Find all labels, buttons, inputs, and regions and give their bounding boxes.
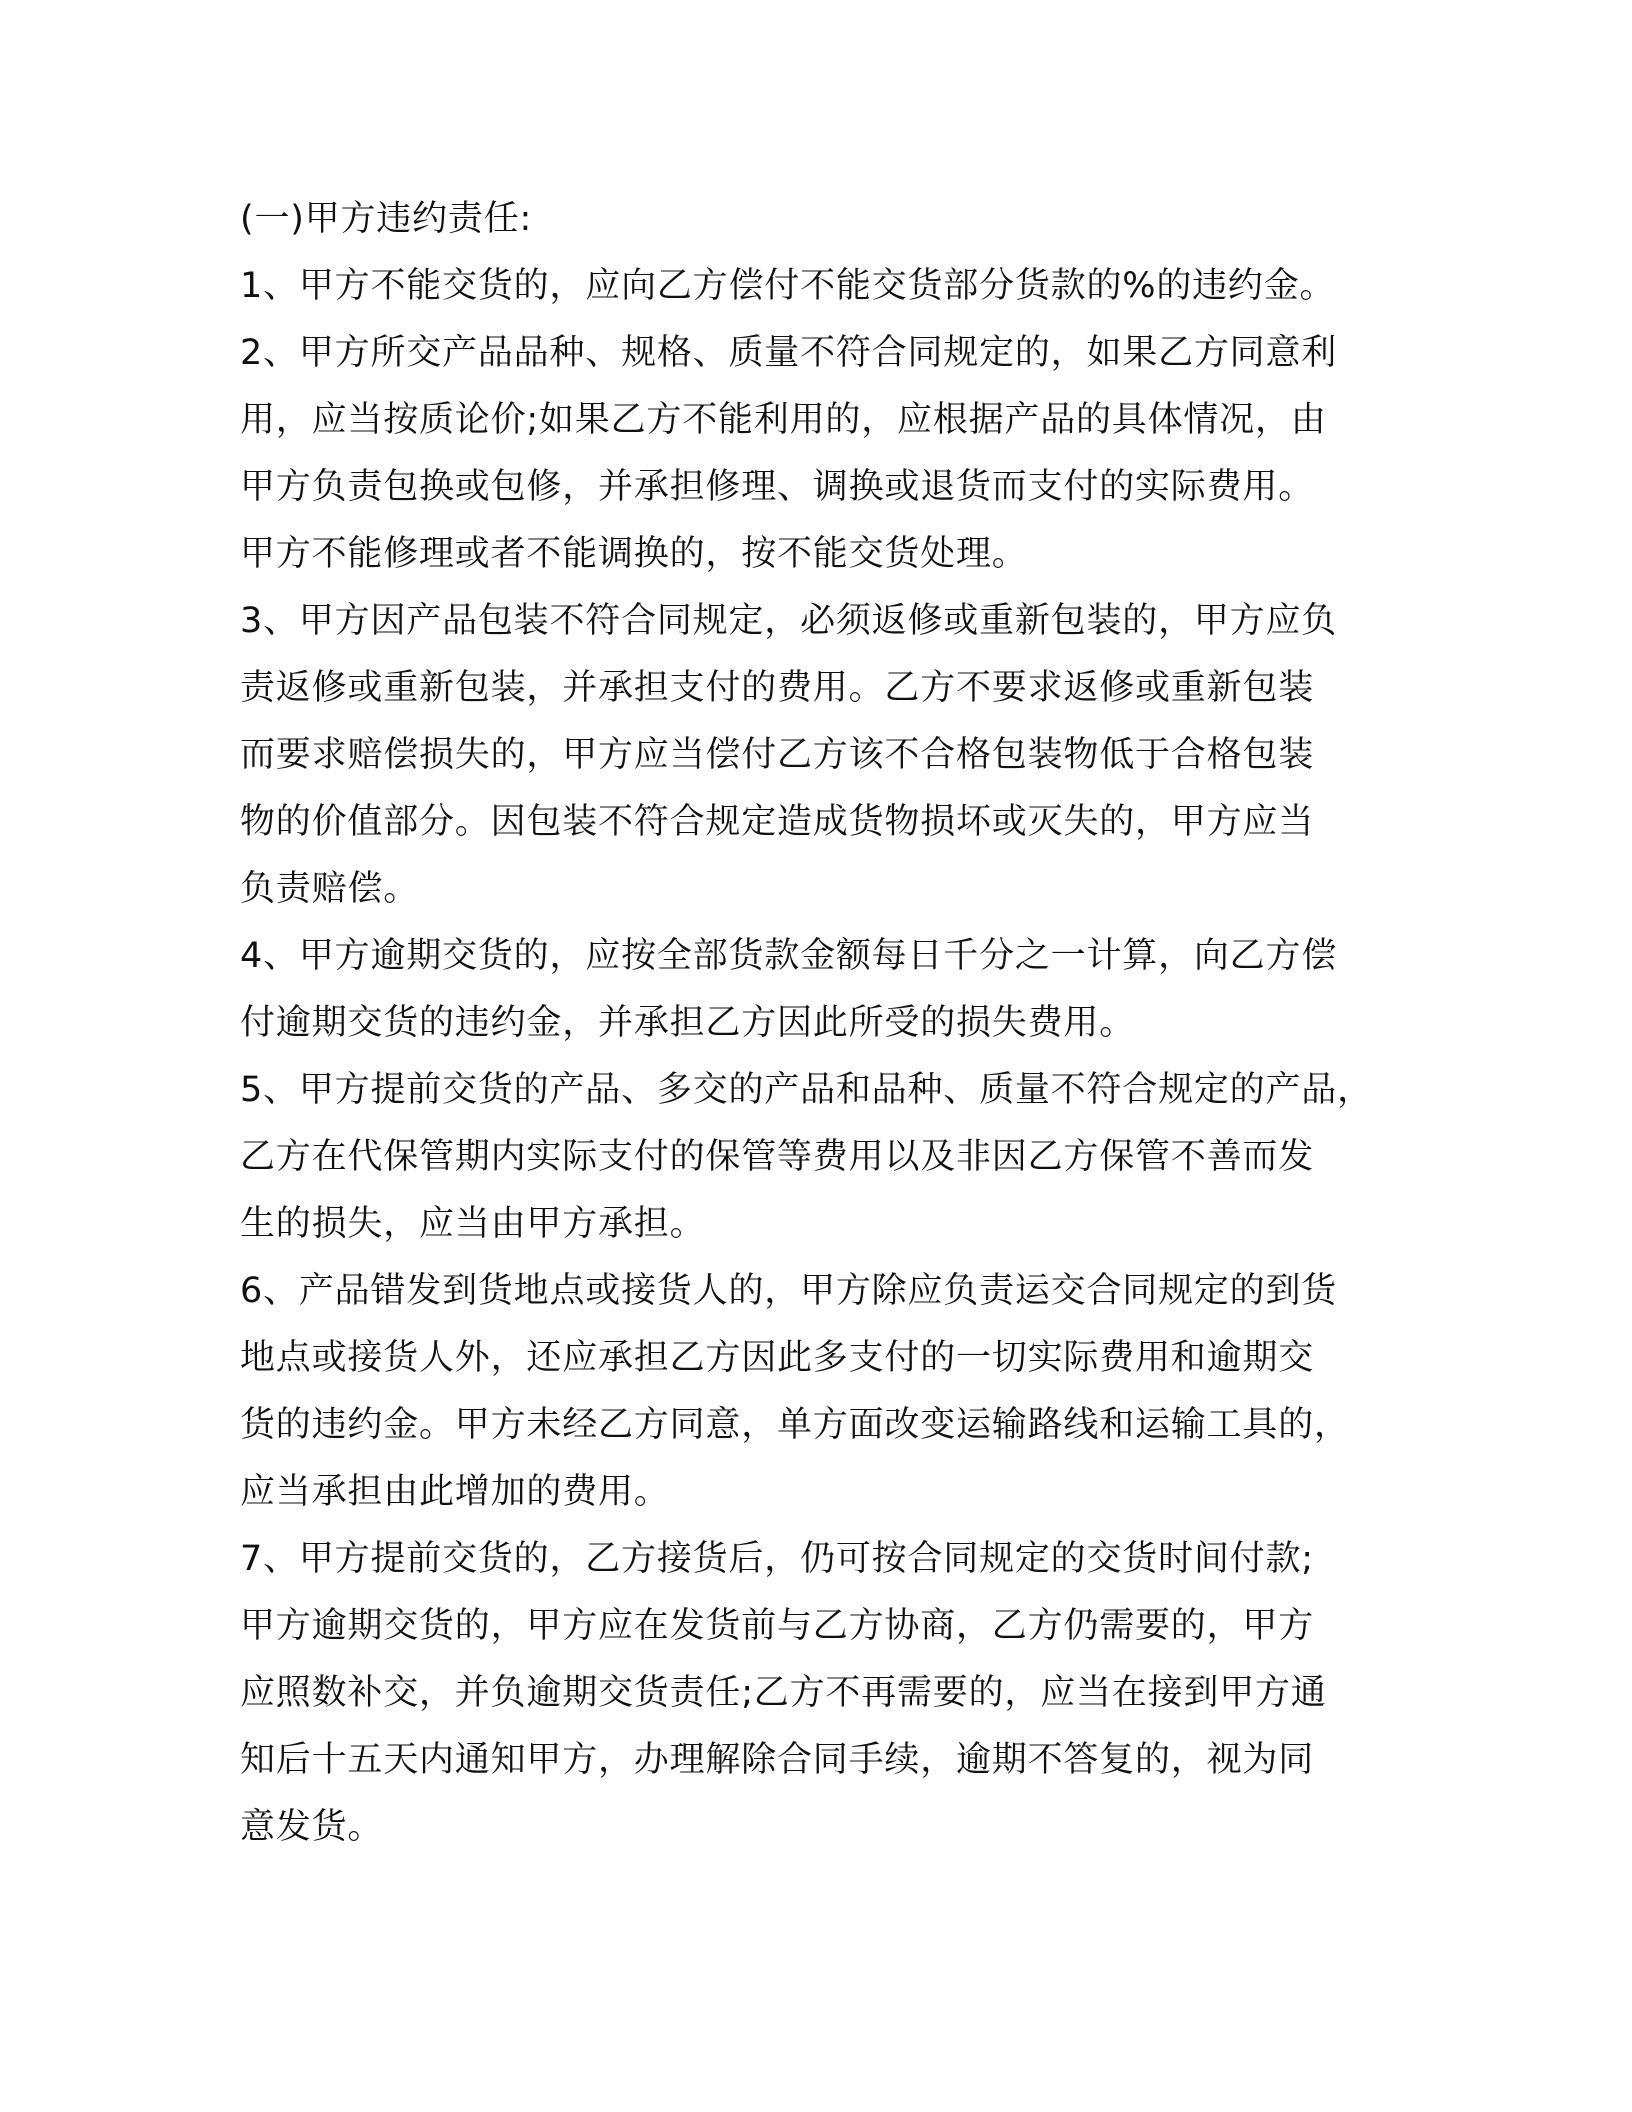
clause-6-line: 地点或接货人外，还应承担乙方因此多支付的一切实际费用和逾期交	[240, 1338, 1315, 1378]
clause-5-line: 5、甲方提前交货的产品、多交的产品和品种、质量不符合规定的产品，	[240, 1070, 1373, 1110]
clause-4-line: 4、甲方逾期交货的，应按全部货款金额每日千分之一计算，向乙方偿	[240, 936, 1338, 976]
clause-6-line: 货的违约金。甲方未经乙方同意，单方面改变运输路线和运输工具的，	[240, 1405, 1350, 1445]
clause-6-line: 6、产品错发到货地点或接货人的，甲方除应负责运交合同规定的到货	[240, 1271, 1338, 1311]
document-body	[240, 186, 1400, 1861]
clause-3-line: 而要求赔偿损失的，甲方应当偿付乙方该不合格包装物低于合格包装	[240, 735, 1315, 775]
clause-5-line: 乙方在代保管期内实际支付的保管等费用以及非因乙方保管不善而发	[240, 1137, 1315, 1177]
clause-7-line: 意发货。	[240, 1807, 384, 1847]
clause-4-line: 付逾期交货的违约金，并承担乙方因此所受的损失费用。	[240, 1003, 1136, 1043]
clause-6-line: 应当承担由此增加的费用。	[240, 1472, 670, 1512]
clause-3-line: 责返修或重新包装，并承担支付的费用。乙方不要求返修或重新包装	[240, 668, 1315, 708]
clause-3-line: 3、甲方因产品包装不符合同规定，必须返修或重新包装的，甲方应负	[240, 601, 1338, 641]
clause-2-line: 用，应当按质论价;如果乙方不能利用的，应根据产品的具体情况，由	[240, 400, 1327, 440]
clause-2-line: 甲方不能修理或者不能调换的，按不能交货处理。	[240, 534, 1028, 574]
clause-2-line: 2、甲方所交产品品种、规格、质量不符合同规定的，如果乙方同意利	[240, 333, 1338, 373]
clause-7-line: 7、甲方提前交货的，乙方接货后，仍可按合同规定的交货时间付款;	[240, 1539, 1314, 1579]
section-heading: (一)甲方违约责任:	[240, 199, 533, 239]
clause-7-line: 应照数补交，并负逾期交货责任;乙方不再需要的，应当在接到甲方通	[240, 1673, 1327, 1713]
clause-1-line: 1、甲方不能交货的，应向乙方偿付不能交货部分货款的%的违约金。	[240, 266, 1336, 306]
clause-3-line: 物的价值部分。因包装不符合规定造成货物损坏或灭失的，甲方应当	[240, 802, 1315, 842]
clause-2-line: 甲方负责包换或包修，并承担修理、调换或退货而支付的实际费用。	[240, 467, 1315, 507]
clause-5-line: 生的损失，应当由甲方承担。	[240, 1204, 706, 1244]
clause-3-line: 负责赔偿。	[240, 869, 420, 909]
clause-7-line: 甲方逾期交货的，甲方应在发货前与乙方协商，乙方仍需要的，甲方	[240, 1606, 1315, 1646]
clause-7-line: 知后十五天内通知甲方，办理解除合同手续，逾期不答复的，视为同	[240, 1740, 1315, 1780]
